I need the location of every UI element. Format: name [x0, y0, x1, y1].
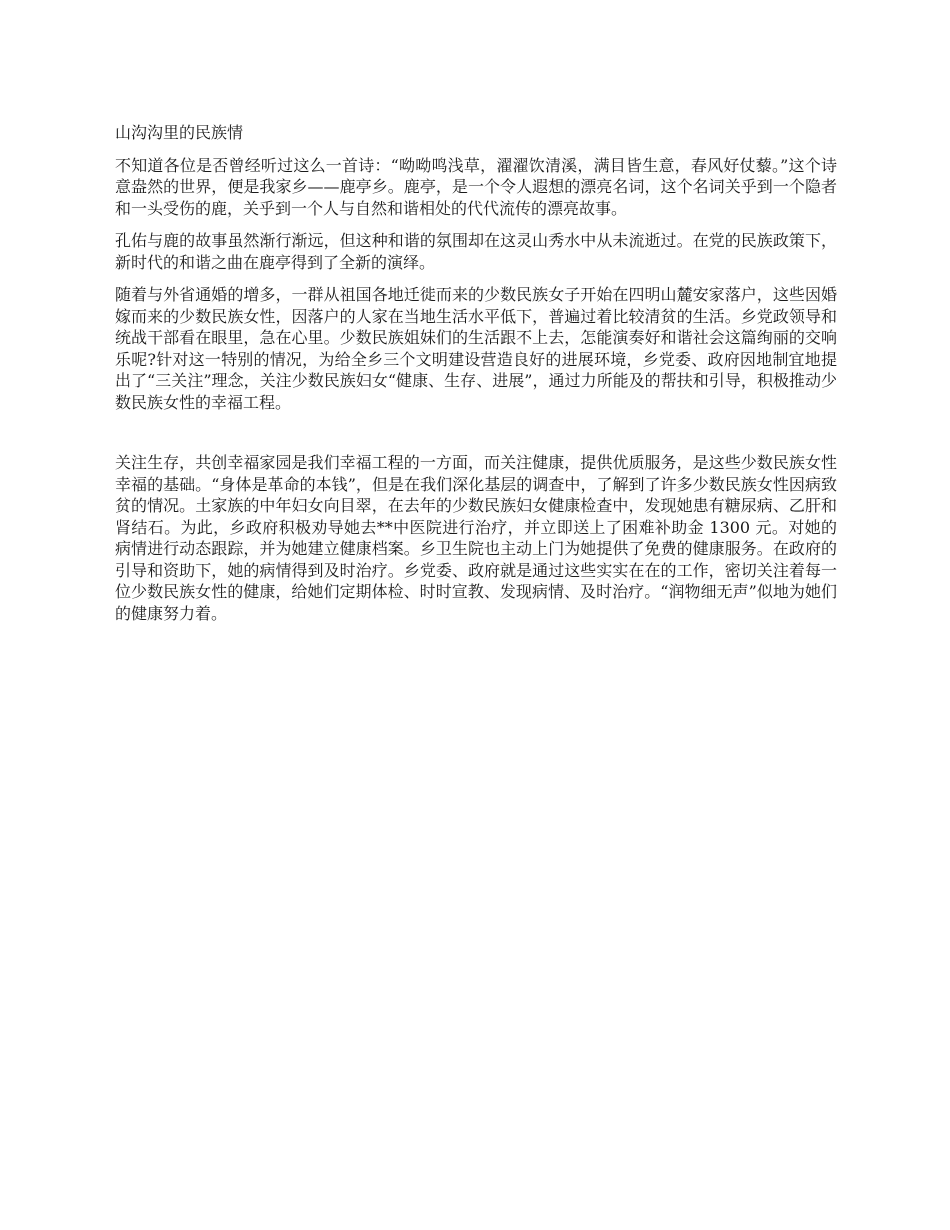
document-title: 山沟沟里的民族情 — [115, 123, 244, 142]
paragraph-harmony: 孔佑与鹿的故事虽然渐行渐远，但这种和谐的氛围却在这灵山秀水中从未流逝过。在党的民族政策下，新时代的和谐之曲在鹿亭得到了全新的演绎。 — [115, 231, 837, 272]
paragraph-health: 关注生存，共创幸福家园是我们幸福工程的一方面，而关注健康，提供优质服务，是这些少数民族女性幸福的基础。“身体是革命的本钱”，但是在我们深化基层的调查中，了解到了许多少数民族女性因病致贫的情况。土家族的中年妇女向目翠，在去年的少数民族妇女健康检查中，发现她患有糖尿病、乙肝和肾结石。为此，乡政府积极劝导她去**中医院进行治疗，并立即送上了困难补助金 1300 元。对她的病情进行动态跟踪，并为她建立健康档案。乡卫生院也主动上门为她提供了免费的健康服务。在政府的引导和资助下，她的病情得到及时治疗。乡党委、政府就是通过这些实实在在的工作，密切关注着每一位少数民族女性的健康，给她们定期体检、时时宣教、发现病情、及时治疗。“润物细无声”似地为她们的健康努力着。 — [115, 453, 837, 623]
paragraph-three-concerns: 随着与外省通婚的增多，一群从祖国各地迁徙而来的少数民族女子开始在四明山麓安家落户，这些因婚嫁而来的少数民族女性，因落户的人家在当地生活水平低下，普遍过着比较清贫的生活。乡党政领导和统战干部看在眼里，急在心里。少数民族姐妹们的生活跟不上去，怎能演奏好和谐社会这篇绚丽的交响乐呢?针对这一特别的情况，为给全乡三个文明建设营造良好的进展环境，乡党委、政府因地制宜地提出了“三关注”理念，关注少数民族妇女“健康、生存、进展”，通过力所能及的帮扶和引导，积极推动少数民族女性的幸福工程。 — [115, 285, 837, 412]
paragraph-gap — [115, 424, 837, 452]
paragraph-intro: 不知道各位是否曾经听过这么一首诗：“呦呦鸣浅草，濯濯饮清溪，满目皆生意，春风好仗藜。”这个诗意盎然的世界，便是我家乡——鹿亭乡。鹿亭，是一个令人遐想的漂亮名词，这个名词关乎到一个隐者和一头受伤的鹿，关乎到一个人与自然和谐相处的代代流传的漂亮故事。 — [115, 155, 837, 218]
document-body — [115, 122, 837, 635]
